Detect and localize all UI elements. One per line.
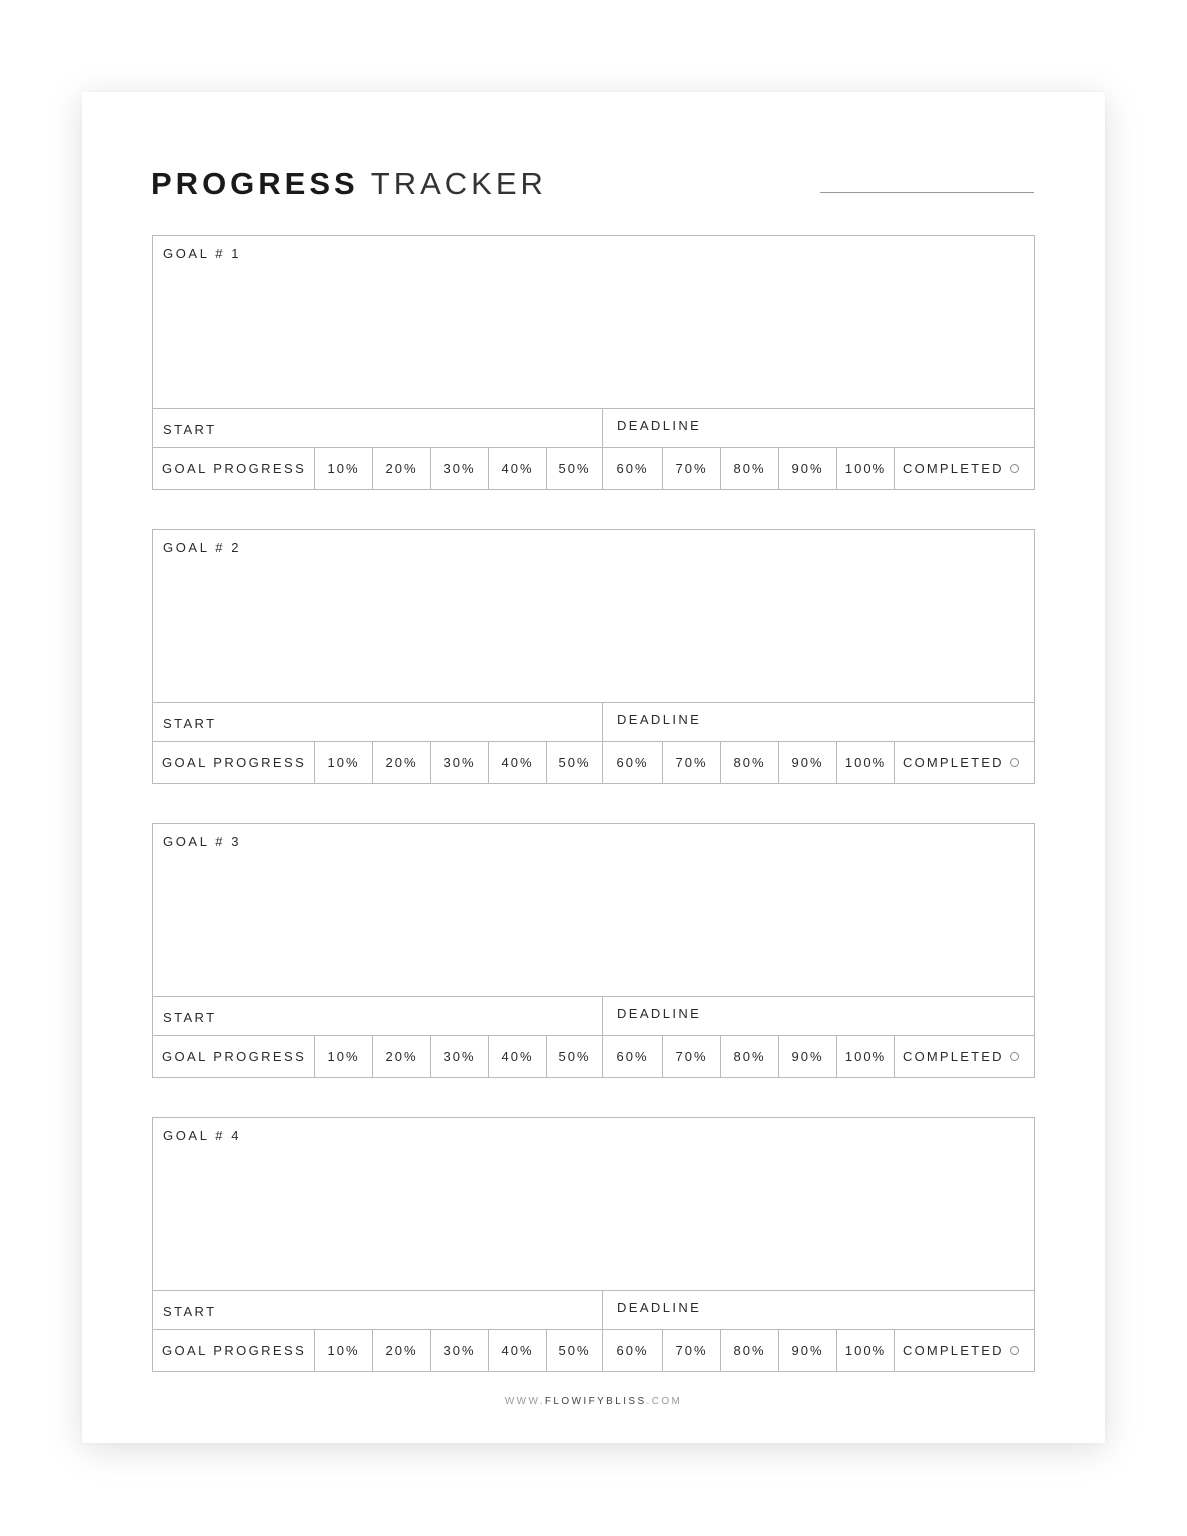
deadline-label: DEADLINE [617, 418, 702, 433]
progress-cell[interactable]: 50% [547, 742, 603, 783]
progress-cell[interactable]: 100% [837, 742, 895, 783]
start-deadline-row [153, 408, 1034, 448]
goal-label: GOAL # 2 [163, 540, 242, 555]
progress-cell[interactable]: 20% [373, 448, 431, 489]
progress-cell[interactable]: 50% [547, 1330, 603, 1371]
goal-label: GOAL # 1 [163, 246, 242, 261]
completed-checkbox-icon[interactable] [1010, 1052, 1019, 1061]
progress-cell[interactable]: 30% [431, 742, 489, 783]
progress-cell[interactable]: 40% [489, 742, 547, 783]
footer-suffix: .COM [646, 1396, 683, 1407]
title-bold: PROGRESS [151, 166, 359, 201]
progress-cell[interactable]: 10% [315, 742, 373, 783]
progress-cell[interactable]: 90% [779, 1036, 837, 1077]
progress-cell[interactable]: 30% [431, 448, 489, 489]
completed-label: COMPLETED [903, 1343, 1004, 1358]
goal-progress-label: GOAL PROGRESS [153, 1036, 315, 1077]
progress-cell[interactable]: 40% [489, 1330, 547, 1371]
progress-cell[interactable]: 20% [373, 1036, 431, 1077]
progress-cell[interactable]: 80% [721, 1330, 779, 1371]
goal-block[interactable] [152, 1117, 1035, 1372]
name-line[interactable] [820, 192, 1034, 193]
progress-cell[interactable]: 60% [603, 1330, 663, 1371]
completed-cell[interactable] [895, 742, 1034, 783]
progress-cell[interactable]: 90% [779, 742, 837, 783]
completed-cell[interactable] [895, 1330, 1034, 1371]
completed-cell[interactable] [895, 448, 1034, 489]
progress-cell[interactable]: 100% [837, 1036, 895, 1077]
start-label: START [163, 1010, 217, 1025]
start-deadline-row [153, 996, 1034, 1036]
divider [602, 1291, 603, 1329]
goal-block[interactable] [152, 529, 1035, 784]
progress-cell[interactable]: 40% [489, 1036, 547, 1077]
goal-progress-row [153, 448, 1034, 489]
progress-cell[interactable]: 90% [779, 1330, 837, 1371]
page-title [151, 166, 547, 202]
progress-cell[interactable]: 60% [603, 1036, 663, 1077]
footer-url [82, 1396, 1105, 1407]
progress-cell[interactable]: 50% [547, 448, 603, 489]
progress-cell[interactable]: 80% [721, 448, 779, 489]
completed-label: COMPLETED [903, 461, 1004, 476]
start-deadline-row [153, 702, 1034, 742]
progress-cell[interactable]: 40% [489, 448, 547, 489]
goal-label: GOAL # 3 [163, 834, 242, 849]
deadline-label: DEADLINE [617, 1006, 702, 1021]
goal-progress-row [153, 742, 1034, 783]
goal-progress-row [153, 1330, 1034, 1371]
goal-progress-row [153, 1036, 1034, 1077]
goal-progress-label: GOAL PROGRESS [153, 1330, 315, 1371]
progress-cell[interactable]: 30% [431, 1330, 489, 1371]
deadline-label: DEADLINE [617, 1300, 702, 1315]
progress-cell[interactable]: 80% [721, 1036, 779, 1077]
goal-progress-label: GOAL PROGRESS [153, 742, 315, 783]
completed-label: COMPLETED [903, 1049, 1004, 1064]
footer-prefix: WWW. [504, 1396, 545, 1407]
divider [602, 703, 603, 741]
completed-cell[interactable] [895, 1036, 1034, 1077]
progress-cell[interactable]: 60% [603, 742, 663, 783]
progress-cell[interactable]: 100% [837, 448, 895, 489]
start-label: START [163, 1304, 217, 1319]
planner-sheet [82, 92, 1105, 1443]
progress-cell[interactable]: 30% [431, 1036, 489, 1077]
progress-cell[interactable]: 20% [373, 742, 431, 783]
completed-checkbox-icon[interactable] [1010, 464, 1019, 473]
progress-cell[interactable]: 100% [837, 1330, 895, 1371]
progress-cell[interactable]: 90% [779, 448, 837, 489]
goal-block[interactable] [152, 235, 1035, 490]
divider [602, 997, 603, 1035]
progress-cell[interactable]: 20% [373, 1330, 431, 1371]
progress-cell[interactable]: 70% [663, 1330, 721, 1371]
completed-checkbox-icon[interactable] [1010, 758, 1019, 767]
progress-cell[interactable]: 70% [663, 448, 721, 489]
start-deadline-row [153, 1290, 1034, 1330]
progress-cell[interactable]: 80% [721, 742, 779, 783]
completed-label: COMPLETED [903, 755, 1004, 770]
progress-cell[interactable]: 70% [663, 742, 721, 783]
goal-progress-label: GOAL PROGRESS [153, 448, 315, 489]
progress-cell[interactable]: 10% [315, 1036, 373, 1077]
progress-cell[interactable]: 70% [663, 1036, 721, 1077]
progress-cell[interactable]: 10% [315, 1330, 373, 1371]
progress-cell[interactable]: 60% [603, 448, 663, 489]
start-label: START [163, 716, 217, 731]
footer-brand: FLOWIFYBLISS [544, 1396, 647, 1407]
divider [602, 409, 603, 447]
goal-block[interactable] [152, 823, 1035, 1078]
start-label: START [163, 422, 217, 437]
title-light: TRACKER [370, 166, 547, 201]
goal-label: GOAL # 4 [163, 1128, 242, 1143]
completed-checkbox-icon[interactable] [1010, 1346, 1019, 1355]
progress-cell[interactable]: 50% [547, 1036, 603, 1077]
progress-cell[interactable]: 10% [315, 448, 373, 489]
deadline-label: DEADLINE [617, 712, 702, 727]
